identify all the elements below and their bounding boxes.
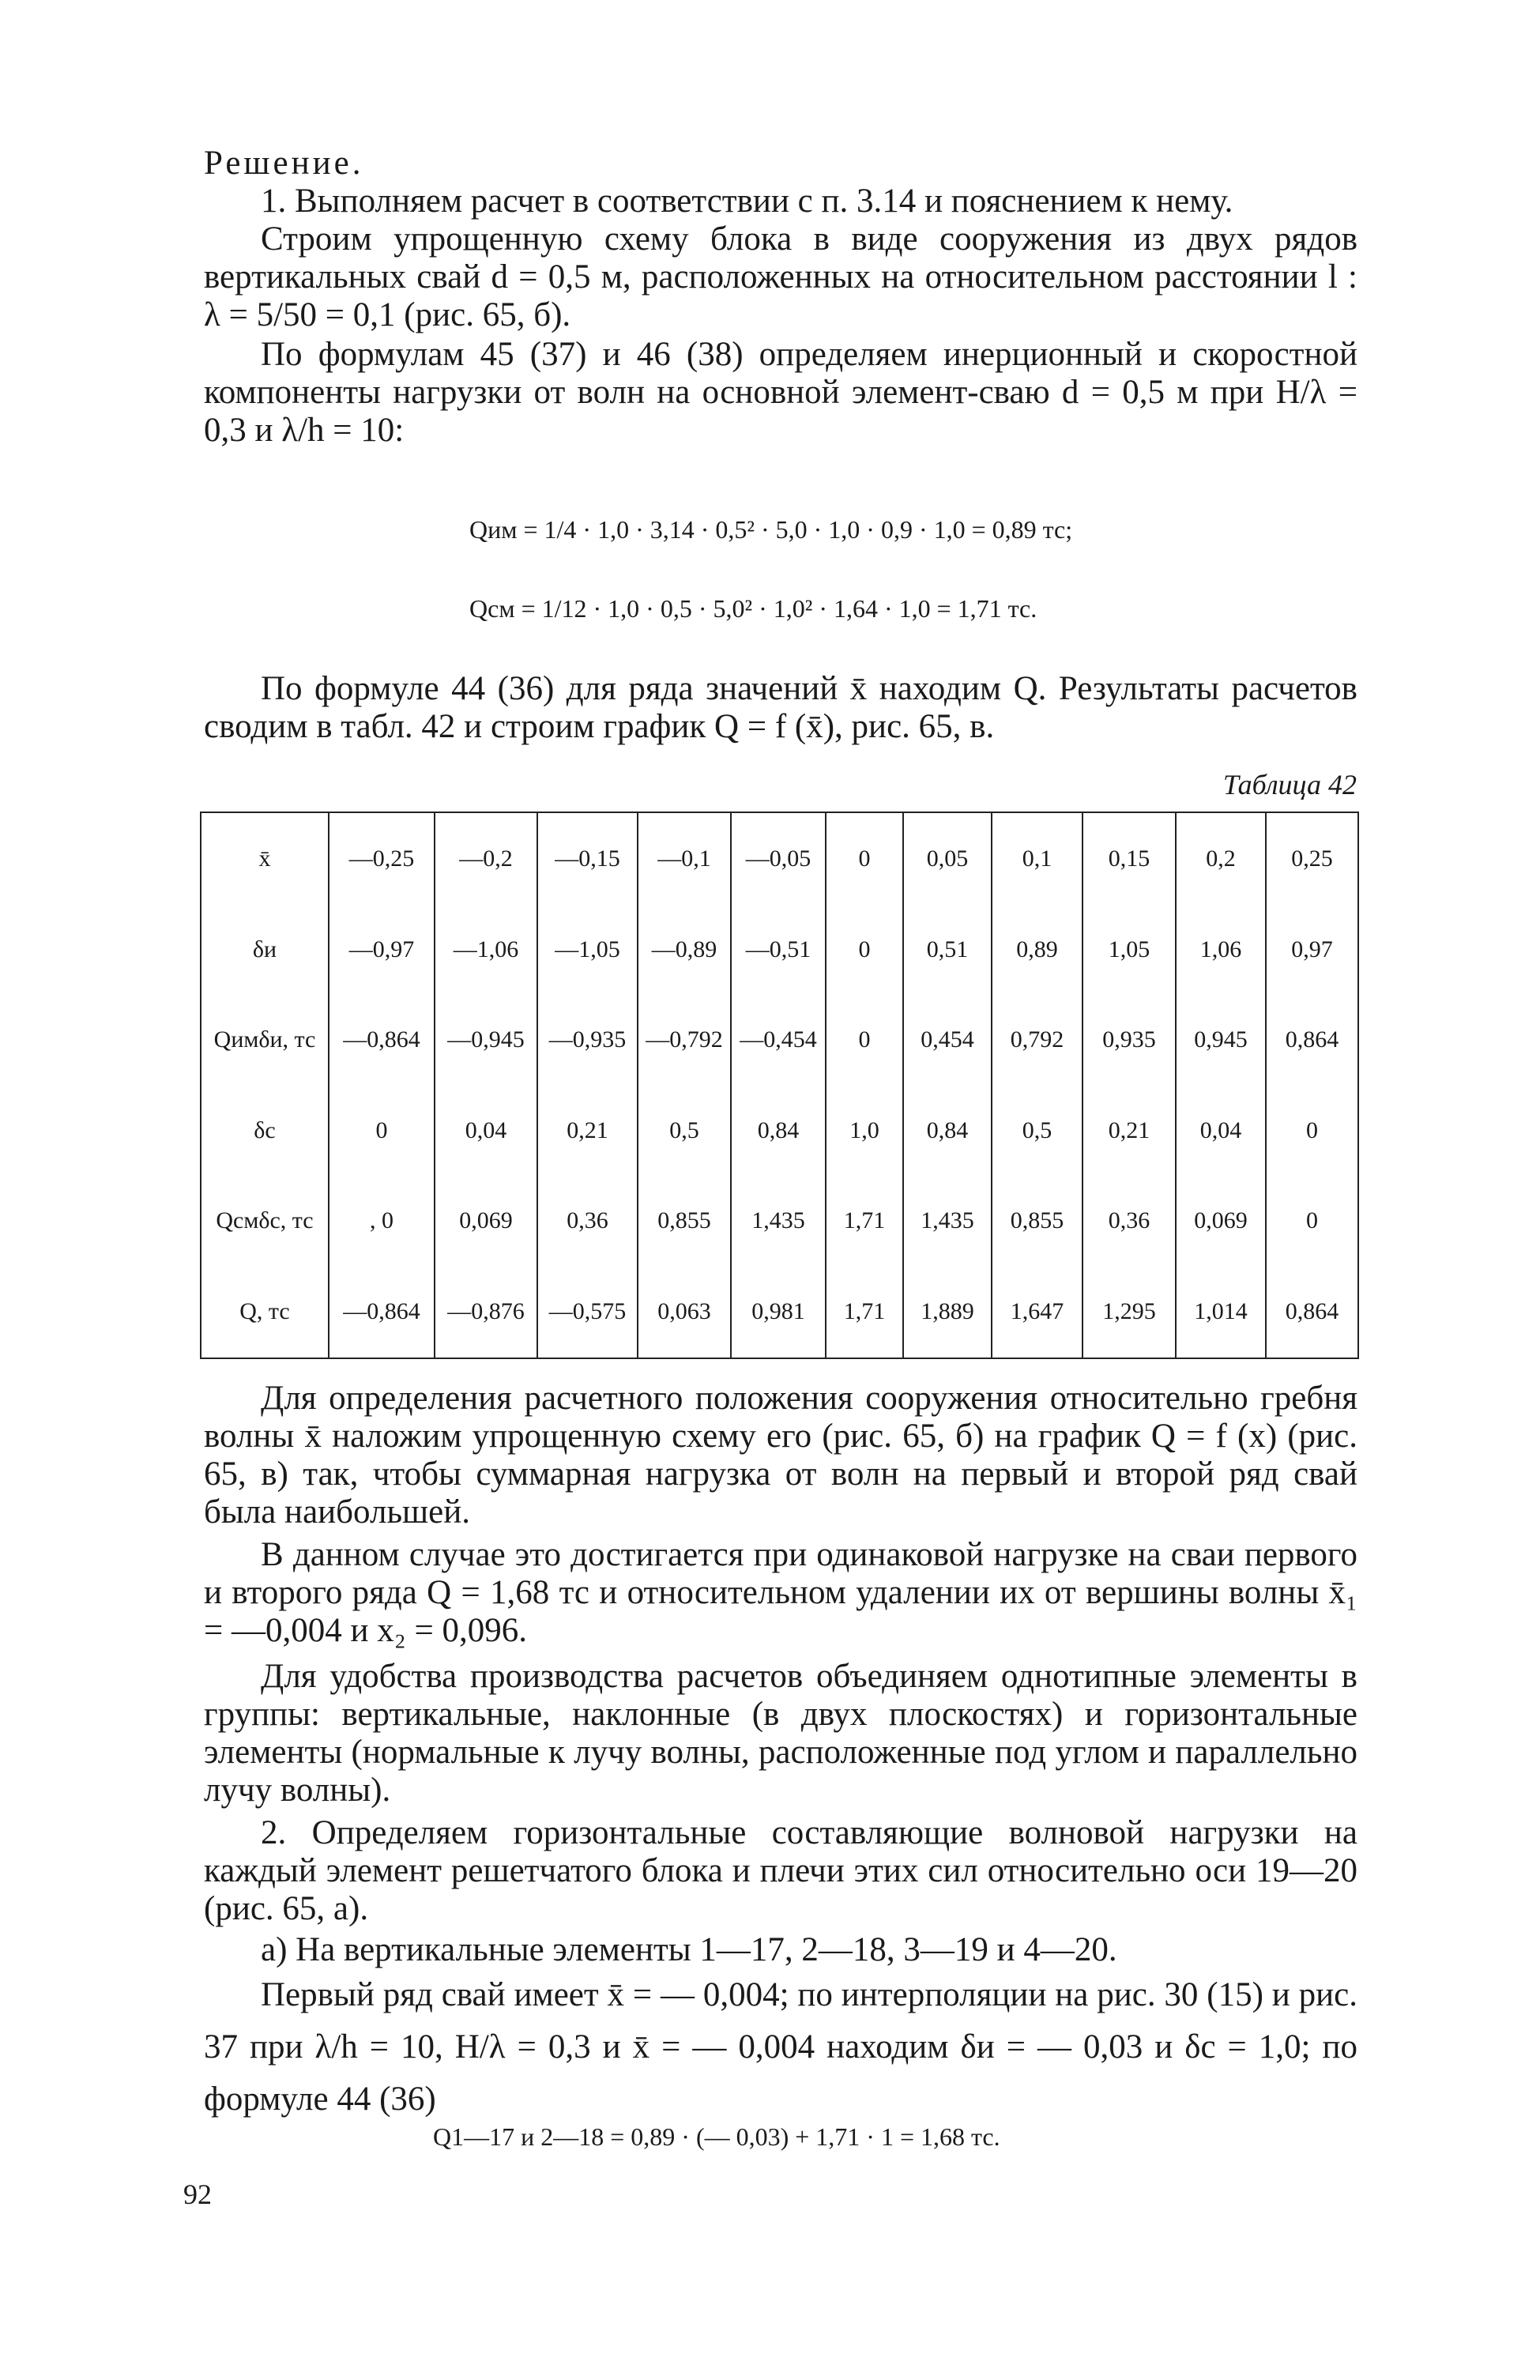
- table-cell: 0,04: [1176, 1085, 1266, 1175]
- row-label: Qсмδс, тс: [201, 1176, 329, 1266]
- table-cell: 0,84: [903, 1085, 992, 1175]
- table-cell: 1,71: [826, 1266, 903, 1358]
- table-cell: 0,97: [1266, 905, 1358, 995]
- table-cell: 0,21: [537, 1085, 638, 1175]
- table-cell: 0: [826, 905, 903, 995]
- table-row-delta-i: [201, 905, 1358, 995]
- row-label: Qимδи, тс: [201, 995, 329, 1085]
- table-cell: —0,864: [329, 1266, 435, 1358]
- table-cell: 0,1: [992, 812, 1083, 905]
- table-cell: 0,945: [1176, 995, 1266, 1085]
- table-cell: 1,647: [992, 1266, 1083, 1358]
- table-caption: Таблица 42: [1222, 769, 1357, 800]
- paragraph-6: В данном случае это достигается при одинаковой нагрузке на сваи первого и второго ряда Q = 1,68 тс и относительном удалении их от вершины волны x̄₁ = —0,004 и x₂ = 0,096.: [204, 1536, 1357, 1649]
- table-row-q-im-delta: [201, 995, 1358, 1085]
- table-cell: 1,889: [903, 1266, 992, 1358]
- paragraph-4: По формуле 44 (36) для ряда значений x̄ находим Q. Результаты расчетов сводим в табл. 42 и строим график Q = f (x̄), рис. 65, в.: [204, 670, 1357, 745]
- table-cell: 0,864: [1266, 995, 1358, 1085]
- table-cell: —0,876: [435, 1266, 537, 1358]
- table-cell: —0,89: [638, 905, 731, 995]
- paragraph-2: Строим упрощенную схему блока в виде сооружения из двух рядов вертикальных свай d = 0,5 м, расположенных на относительном расстоянии l : λ = 5/50 = 0,1 (рис. 65, б).: [204, 220, 1357, 333]
- row-label: δс: [201, 1085, 329, 1175]
- table-cell: 0,51: [903, 905, 992, 995]
- table-cell: 0,069: [1176, 1176, 1266, 1266]
- table-cell: 0,5: [992, 1085, 1083, 1175]
- table-cell: 0,04: [435, 1085, 537, 1175]
- table-cell: —1,05: [537, 905, 638, 995]
- table-cell: 1,295: [1083, 1266, 1176, 1358]
- paragraph-7: Для удобства производства расчетов объединяем однотипные элементы в группы: вертикальные, наклонные (в двух плоскостях) и горизонтальные элементы (нормальные к лучу волны, расположенные под углом и параллельно лучу волны).: [204, 1658, 1357, 1809]
- table-cell: 0,05: [903, 812, 992, 905]
- table-cell: 1,0: [826, 1085, 903, 1175]
- table-cell: 0,15: [1083, 812, 1176, 905]
- table-cell: —0,935: [537, 995, 638, 1085]
- table-cell: 0,864: [1266, 1266, 1358, 1358]
- table-cell: —0,454: [731, 995, 826, 1085]
- table-row-x: [201, 812, 1358, 905]
- table-cell: , 0: [329, 1176, 435, 1266]
- table-row-q-sm-delta: [201, 1176, 1358, 1266]
- table-cell: —0,1: [638, 812, 731, 905]
- table-cell: 0,84: [731, 1085, 826, 1175]
- row-label: Q, тс: [201, 1266, 329, 1358]
- table-cell: —0,25: [329, 812, 435, 905]
- solution-heading: Решение.: [204, 145, 364, 182]
- table-cell: —0,575: [537, 1266, 638, 1358]
- table-cell: —0,2: [435, 812, 537, 905]
- table-row-q: [201, 1266, 1358, 1358]
- table-cell: 0: [826, 812, 903, 905]
- table-cell: 0,855: [638, 1176, 731, 1266]
- table-cell: 1,71: [826, 1176, 903, 1266]
- paragraph-1: 1. Выполняем расчет в соответствии с п. 3.14 и пояснением к нему.: [261, 183, 1233, 220]
- paragraph-5: Для определения расчетного положения сооружения относительно гребня волны x̄ наложим упрощенную схему его (рис. 65, б) на график Q = f (x) (рис. 65, в) так, чтобы суммарная нагрузка от волн на первый и второй ряд свай была наибольшей.: [204, 1380, 1357, 1531]
- page-number: 92: [183, 2179, 212, 2210]
- table-cell: 1,06: [1176, 905, 1266, 995]
- table-cell: —0,15: [537, 812, 638, 905]
- table-cell: 0,5: [638, 1085, 731, 1175]
- table-cell: 0: [826, 995, 903, 1085]
- equation-q-im: Qим = 1/4 · 1,0 · 3,14 · 0,5² · 5,0 · 1,0 · 0,9 · 1,0 = 0,89 тс;: [469, 515, 1073, 544]
- table-cell: 0: [1266, 1085, 1358, 1175]
- results-table: [200, 812, 1359, 1359]
- table-cell: 0,935: [1083, 995, 1176, 1085]
- table-cell: 1,435: [903, 1176, 992, 1266]
- table-cell: —1,06: [435, 905, 537, 995]
- table-cell: —0,864: [329, 995, 435, 1085]
- equation-q-sum: Q1—17 и 2—18 = 0,89 · (— 0,03) + 1,71 · 1 = 1,68 тс.: [433, 2122, 1000, 2151]
- table-cell: —0,51: [731, 905, 826, 995]
- table-cell: —0,792: [638, 995, 731, 1085]
- table-cell: 0,855: [992, 1176, 1083, 1266]
- table-cell: 0,36: [1083, 1176, 1176, 1266]
- table-cell: 0,069: [435, 1176, 537, 1266]
- table-cell: 0,792: [992, 995, 1083, 1085]
- paragraph-3: По формулам 45 (37) и 46 (38) определяем инерционный и скоростной компоненты нагрузки от волн на основной элемент-сваю d = 0,5 м при H/λ = 0,3 и λ/h = 10:: [204, 336, 1357, 449]
- table-cell: —0,05: [731, 812, 826, 905]
- table-cell: 0: [1266, 1176, 1358, 1266]
- table-cell: 0,89: [992, 905, 1083, 995]
- table-cell: 0,36: [537, 1176, 638, 1266]
- table-cell: 0,063: [638, 1266, 731, 1358]
- table-cell: 1,014: [1176, 1266, 1266, 1358]
- table-cell: 0,454: [903, 995, 992, 1085]
- row-label: x̄: [201, 812, 329, 905]
- table-row-delta-c: [201, 1085, 1358, 1175]
- table-cell: 0: [329, 1085, 435, 1175]
- table-cell: 1,435: [731, 1176, 826, 1266]
- paragraph-10: Первый ряд свай имеет x̄ = — 0,004; по интерполяции на рис. 30 (15) и рис. 37 при λ/h = 10, H/λ = 0,3 и x̄ = — 0,004 находим δи = — 0,03 и δс = 1,0; по формуле 44 (36): [204, 1976, 1357, 2118]
- table-cell: 0,25: [1266, 812, 1358, 905]
- table-cell: 0,981: [731, 1266, 826, 1358]
- row-label: δи: [201, 905, 329, 995]
- table-cell: 0,2: [1176, 812, 1266, 905]
- table-cell: 0,21: [1083, 1085, 1176, 1175]
- table-cell: —0,97: [329, 905, 435, 995]
- paragraph-9: а) На вертикальные элементы 1—17, 2—18, 3—19 и 4—20.: [261, 1931, 1117, 1968]
- table-cell: 1,05: [1083, 905, 1176, 995]
- paragraph-8: 2. Определяем горизонтальные составляющие волновой нагрузки на каждый элемент решетчатого блока и плечи этих сил относительно оси 19—20 (рис. 65, а).: [204, 1814, 1357, 1927]
- table-cell: —0,945: [435, 995, 537, 1085]
- equation-q-sm: Qсм = 1/12 · 1,0 · 0,5 · 5,0² · 1,0² · 1,64 · 1,0 = 1,71 тс.: [469, 594, 1037, 623]
